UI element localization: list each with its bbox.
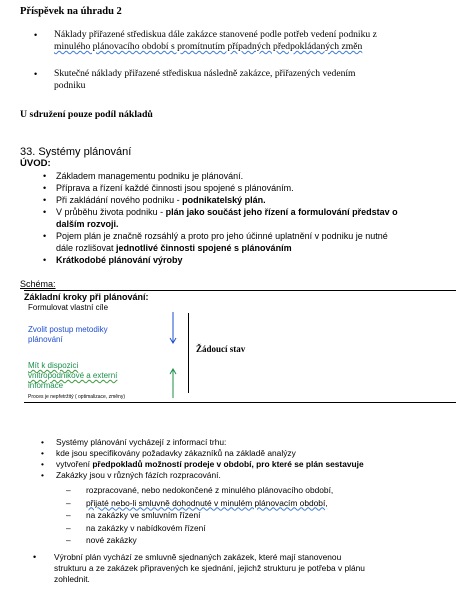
text: nové zakázky	[86, 535, 137, 545]
text-line	[56, 470, 456, 481]
text-line: strukturu a ze zakázek připravených ke sjednání, jejichž strukturu je potřeba v plánu	[54, 563, 365, 573]
text-line	[56, 206, 453, 218]
text-line	[56, 254, 453, 266]
list-item	[41, 448, 456, 459]
text-line: Náklady přiřazené střediskua dále zakázce stanovené podle potřeb vedení podniku z	[54, 29, 377, 40]
bold-text: podnikatelský plán.	[182, 195, 266, 205]
bullet-icon: •	[41, 437, 44, 447]
scheme-step-2	[28, 325, 108, 345]
text: Základem managementu podniku je plánování.	[56, 171, 244, 181]
sub-list-item	[66, 497, 456, 510]
text-line: informace	[28, 381, 64, 390]
sub-list-item	[66, 509, 456, 522]
text: na zakázky ve smluvním řízení	[86, 510, 201, 520]
dash-icon: –	[66, 522, 71, 533]
bullet-icon: •	[43, 183, 47, 193]
text: Příprava a řízení každé činnosti jsou spojené s plánováním.	[56, 183, 294, 193]
text-line: Skutečné náklady přiřazené střediskua následně zakázce, přiřazených vedením	[54, 68, 356, 79]
sub-list-item	[66, 534, 456, 547]
final-paragraph	[54, 552, 452, 585]
list-item	[43, 194, 453, 206]
text-line	[56, 218, 453, 230]
section-heading: Příspěvek na úhradu 2	[20, 6, 122, 17]
text: přijaté nebo-li smluvně dohodnuté v minulém plánovacím období,	[86, 497, 328, 508]
list-item	[43, 182, 453, 194]
bold-text: jednotlivé činnosti spojené s plánováním	[116, 243, 292, 253]
bold-text: dalším rozvoji.	[56, 219, 119, 229]
scheme-step-3	[28, 361, 117, 391]
bullet-icon: •	[43, 207, 47, 217]
text-line	[56, 459, 456, 470]
text: vytvoření	[56, 459, 93, 469]
sub-list-item	[66, 484, 456, 497]
text: na zakázky v nabídkovém řízení	[86, 522, 206, 533]
dash-icon: –	[66, 497, 71, 508]
bullet-icon: •	[41, 448, 44, 458]
note-heading: U sdružení pouze podíl nákladů	[20, 109, 153, 120]
flow-arrows	[165, 308, 185, 403]
text: Při zakládání nového podniku -	[56, 195, 183, 205]
text-line: vnitropodnikové a externí	[28, 371, 118, 380]
text-line: plánování	[28, 335, 63, 344]
bullet-icon: •	[34, 69, 38, 79]
bullet-icon: •	[33, 552, 37, 562]
intro-label: ÚVOD:	[20, 158, 51, 169]
sub-list-item	[66, 522, 456, 535]
bullet-icon: •	[43, 255, 47, 265]
scheme-top-rule	[24, 290, 456, 291]
scheme-footnote: Proces je nepřetržitý ( optimalizace, změny)	[28, 394, 125, 400]
list-item	[41, 459, 456, 470]
scheme-title: Základní kroky při plánování:	[24, 292, 149, 302]
text-line	[56, 242, 453, 254]
list-item	[43, 206, 453, 230]
text: kde jsou specifikovány požadavky zákazníků na základě analýzy	[56, 448, 296, 458]
list-item	[43, 254, 453, 266]
bold-text: Krátkodobé plánování výroby	[56, 255, 183, 265]
bullet-icon: •	[43, 171, 47, 181]
paragraph	[54, 68, 454, 92]
text: rozpracované, nebo nedokončené z minulého plánovacího období,	[86, 485, 334, 495]
text-line	[56, 448, 456, 459]
bullet-icon: •	[43, 195, 47, 205]
scheme-target: Žádoucí stav	[196, 344, 246, 354]
list-item	[41, 437, 456, 448]
bullet-icon: •	[34, 30, 38, 40]
text: Zakázky jsou v různých fázích rozpracování.	[56, 470, 221, 480]
text-line	[56, 170, 453, 182]
dash-icon: –	[66, 535, 71, 545]
chapter-title: 33. Systémy plánování	[20, 146, 132, 158]
paragraph	[54, 29, 454, 53]
scheme-step-1: Formulovat vlastní cíle	[28, 303, 109, 312]
sub-list	[66, 484, 456, 547]
scheme-label: Schéma:	[20, 279, 56, 289]
bullet-icon: •	[41, 459, 44, 469]
scheme-divider	[188, 313, 189, 393]
dash-icon: –	[66, 510, 71, 520]
text: Systémy plánování vycházejí z informací trhu:	[56, 437, 227, 447]
info-list	[41, 437, 456, 481]
text-line: Výrobní plán vychází ze smluvně sjednaných zakázek, které mají stanovenou	[54, 552, 342, 562]
text: Pojem plán je značně rozsáhlý a proto pro jeho účinné uplatnění v podniku je nutné	[56, 231, 388, 241]
text-line: Mít k dispozici	[28, 361, 79, 370]
text-line	[56, 194, 453, 206]
text-line: zohlednit.	[54, 574, 90, 584]
text-line: minulého plánovacího období s promítnutím případných předpokládaných změn	[54, 41, 363, 52]
text-line	[56, 437, 456, 448]
scheme-bottom-rule	[24, 402, 456, 403]
dash-icon: –	[66, 485, 71, 495]
text-line: Zvolit postup metodiky	[28, 325, 108, 334]
text-line	[56, 182, 453, 194]
text: V průběhu života podniku -	[56, 207, 166, 217]
bullet-icon: •	[41, 470, 44, 480]
bullet-icon: •	[43, 231, 47, 241]
text: dále rozlišovat	[56, 243, 117, 253]
intro-list	[43, 170, 453, 266]
list-item	[41, 470, 456, 481]
list-item	[43, 170, 453, 182]
bold-text: plán jako součást jeho řízení a formulování představ o	[165, 207, 398, 217]
text-line: podniku	[54, 80, 86, 91]
bold-text: předpokladů možností prodeje v období, pro které se plán sestavuje	[92, 459, 364, 469]
list-item	[43, 230, 453, 254]
text-line	[56, 230, 453, 242]
